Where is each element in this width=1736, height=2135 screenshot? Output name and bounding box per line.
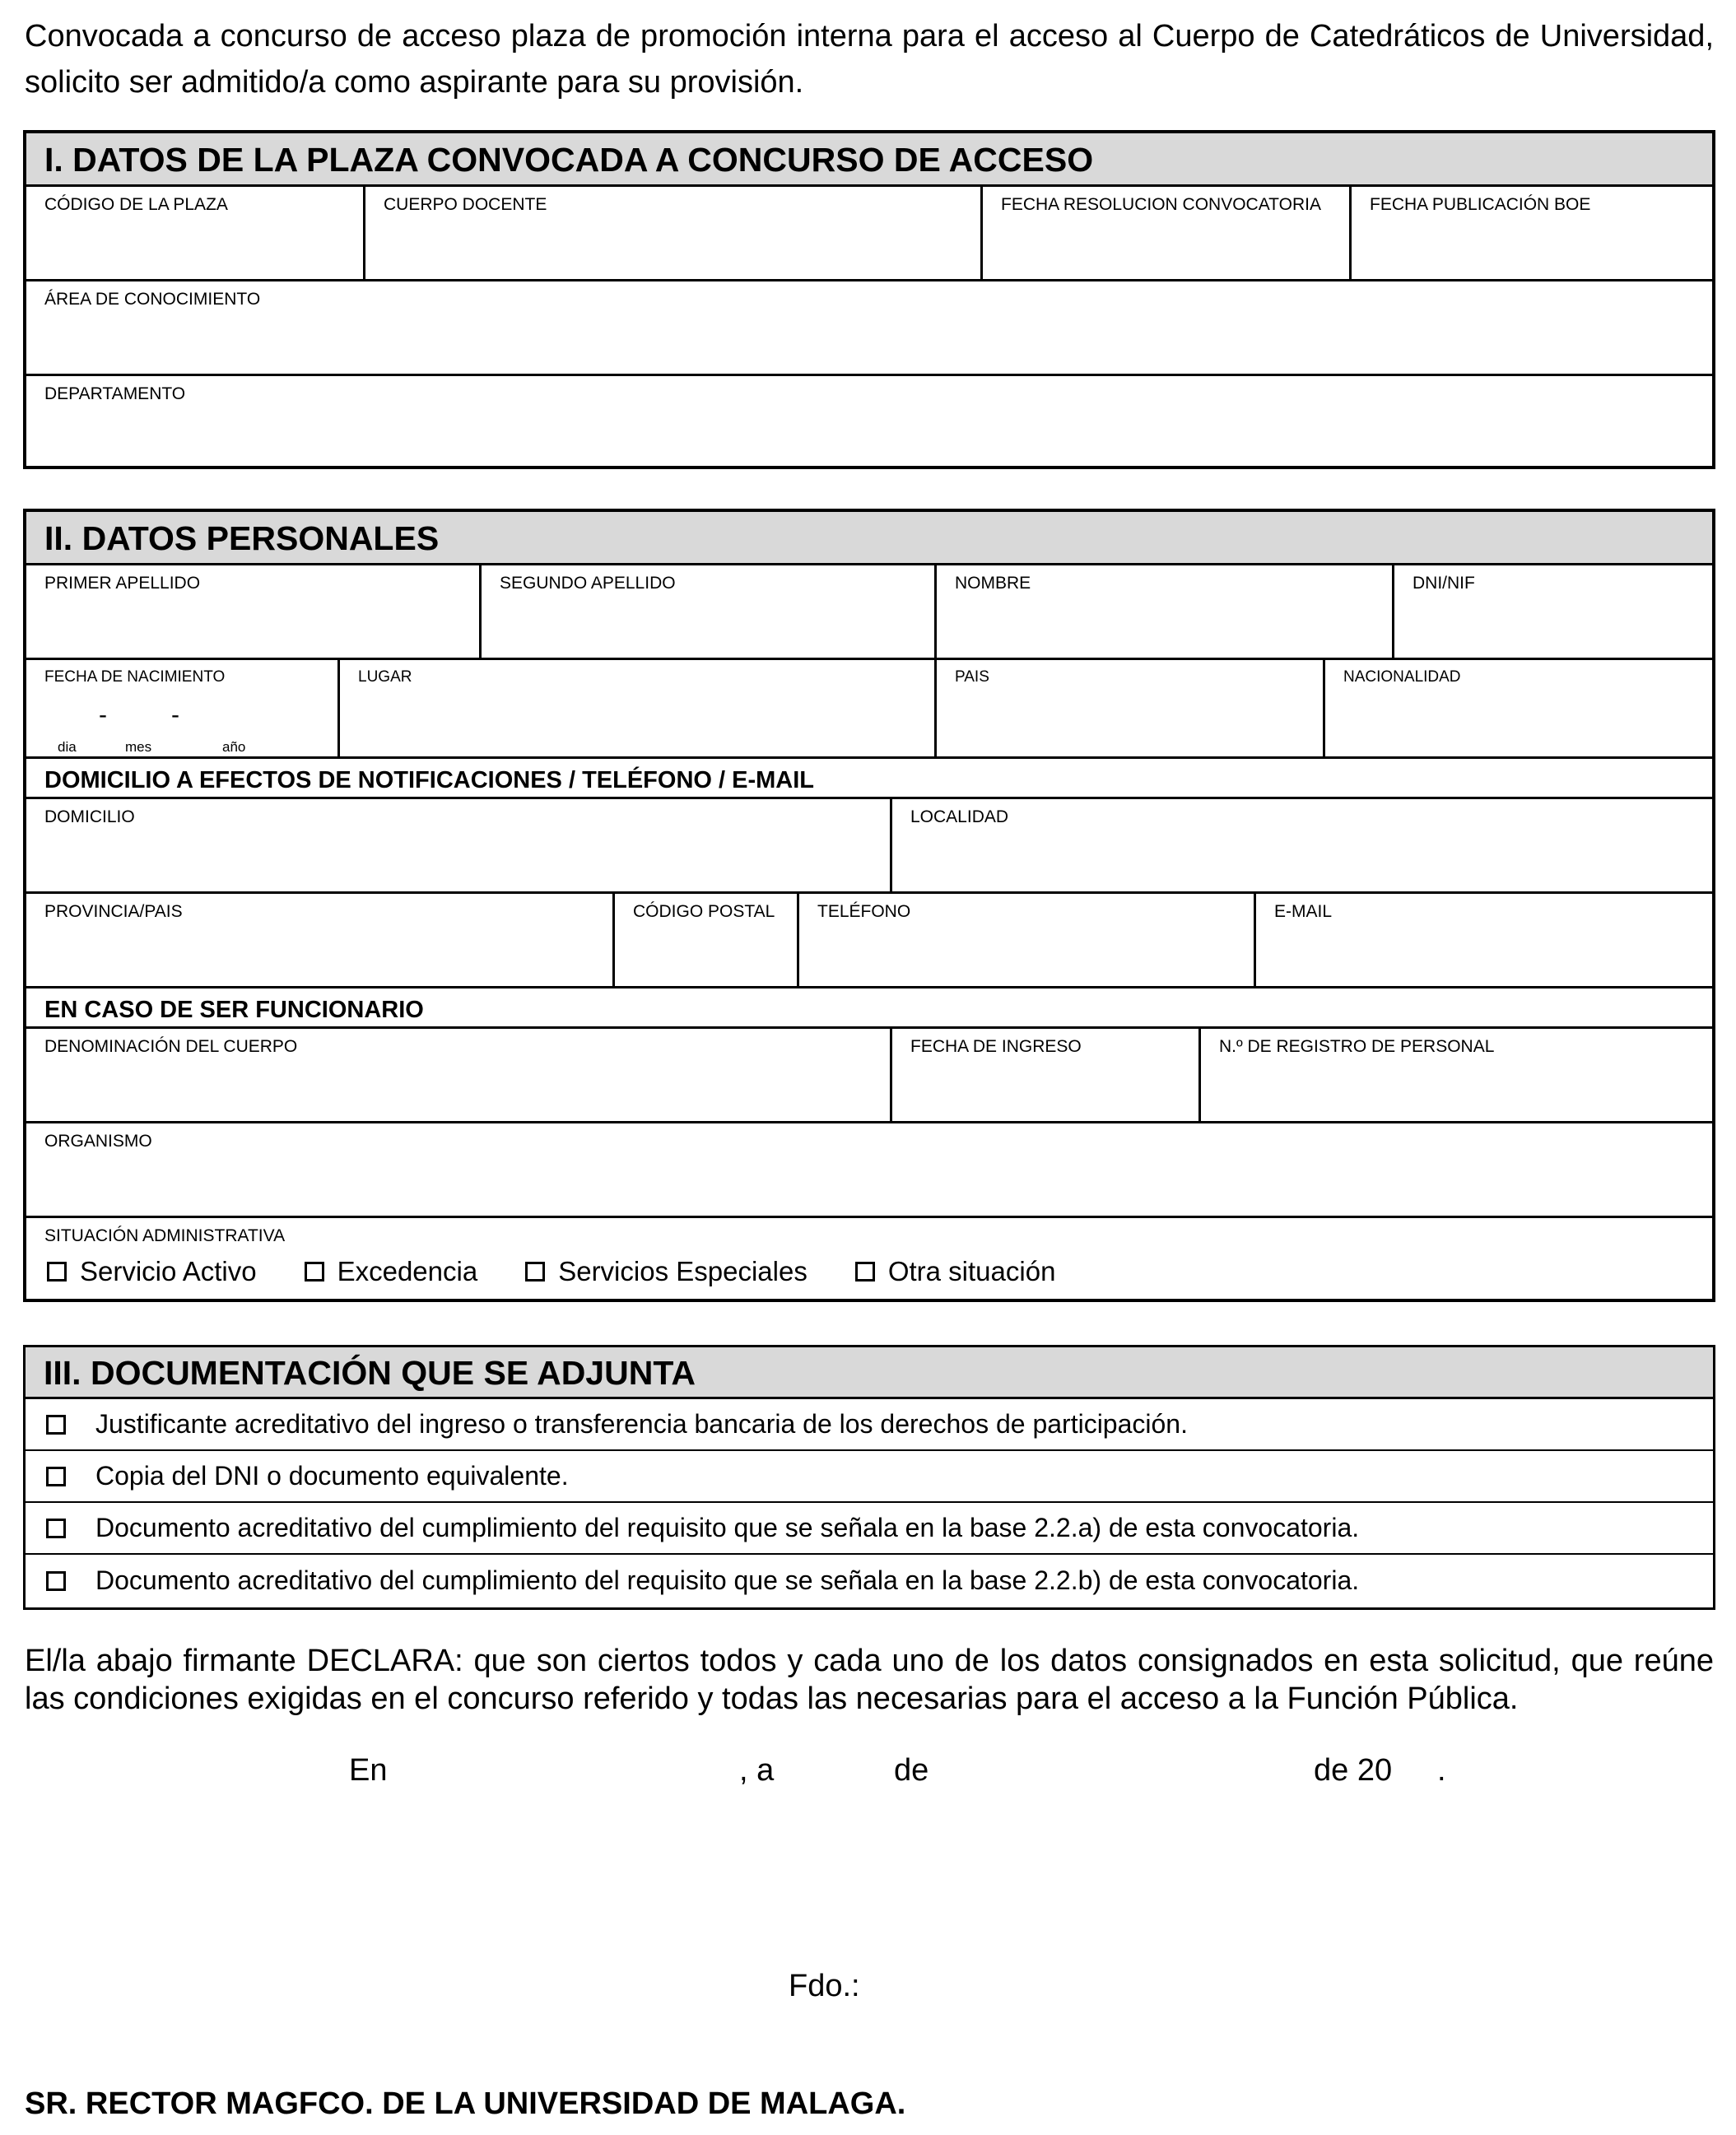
date-de-label: de	[894, 1753, 929, 1788]
servicio-activo-label: Servicio Activo	[80, 1256, 257, 1286]
fecha-ingreso-label: FECHA DE INGRESO	[910, 1037, 1082, 1056]
excedencia-label: Excedencia	[337, 1256, 478, 1286]
doc-dni-label: Copia del DNI o documento equivalente.	[95, 1461, 569, 1491]
domicilio-label: DOMICILIO	[44, 807, 135, 826]
dni-label: DNI/NIF	[1413, 574, 1475, 593]
cuerpo-docente-label: CUERPO DOCENTE	[384, 195, 547, 214]
primer-apellido-label: PRIMER APELLIDO	[44, 574, 201, 593]
fecha-ingreso-field[interactable]	[892, 1029, 1201, 1121]
situacion-administrativa-field	[26, 1218, 1712, 1305]
mes-label: mes	[125, 739, 152, 755]
dni-field[interactable]	[1394, 565, 1712, 658]
option-servicio-activo[interactable]	[47, 1256, 257, 1287]
place-a-label: , a	[739, 1753, 775, 1788]
doc-justificante-label: Justificante acreditativo del ingreso o transferencia bancaria de los derechos de participación.	[95, 1409, 1188, 1439]
departamento-field[interactable]	[26, 376, 1712, 468]
section-datos-personales-title: II. DATOS PERSONALES	[26, 512, 1712, 565]
section-plaza-title: I. DATOS DE LA PLAZA CONVOCADA A CONCURSO DE ACCESO	[26, 133, 1712, 187]
primer-apellido-field[interactable]	[26, 565, 482, 658]
declaration-paragraph: El/la abajo firmante DECLARA: que son ciertos todos y cada uno de los datos consignados en esta solicitud, que reúne las condiciones exigidas en el concurso referido y todas las necesarias para el acceso a la Función Pública.	[25, 1644, 1714, 1716]
option-excedencia[interactable]	[305, 1256, 478, 1287]
cuerpo-docente-field[interactable]	[365, 187, 983, 279]
dia-label: dia	[58, 739, 77, 755]
addressee-footer: SR. RECTOR MAGFCO. DE LA UNIVERSIDAD DE MALAGA.	[25, 2086, 906, 2121]
organismo-field[interactable]	[26, 1123, 1712, 1216]
doc-requisito-a-label: Documento acreditativo del cumplimiento del requisito que se señala en la base 2.2.a) de esta convocatoria.	[95, 1513, 1360, 1542]
lugar-field[interactable]	[340, 660, 937, 756]
email-label: E-MAIL	[1274, 902, 1333, 921]
servicio-activo-checkbox[interactable]	[47, 1262, 67, 1281]
section-datos-personales	[23, 509, 1715, 1302]
doc-dni-checkbox[interactable]	[46, 1467, 66, 1486]
doc-requisito-b-label: Documento acreditativo del cumplimiento del requisito que se señala en la base 2.2.b) de esta convocatoria.	[95, 1565, 1360, 1595]
nacionalidad-field[interactable]	[1325, 660, 1712, 756]
registro-personal-field[interactable]	[1201, 1029, 1712, 1121]
anio-label: año	[222, 739, 246, 755]
option-servicios-especiales[interactable]	[525, 1256, 807, 1287]
localidad-field[interactable]	[892, 799, 1712, 891]
fecha-resolucion-field[interactable]	[983, 187, 1352, 279]
intro-paragraph: Convocada a concurso de acceso plaza de promoción interna para el acceso al Cuerpo de Catedráticos de Universidad, solicito ser admitido/a como aspirante para su provisión.	[25, 19, 1714, 100]
situacion-label: SITUACIÓN ADMINISTRATIVA	[44, 1226, 286, 1245]
servicios-especiales-label: Servicios Especiales	[558, 1256, 807, 1286]
section-plaza	[23, 130, 1715, 469]
otra-situacion-label: Otra situación	[887, 1256, 1056, 1286]
section-documentacion-title: III. DOCUMENTACIÓN QUE SE ADJUNTA	[26, 1347, 1713, 1399]
doc-justificante-checkbox[interactable]	[46, 1415, 66, 1435]
area-conocimiento-field[interactable]	[26, 281, 1712, 374]
registro-personal-label: N.º DE REGISTRO DE PERSONAL	[1219, 1037, 1495, 1056]
segundo-apellido-label: SEGUNDO APELLIDO	[500, 574, 676, 593]
organismo-label: ORGANISMO	[44, 1132, 152, 1151]
domicilio-subheading: DOMICILIO A EFECTOS DE NOTIFICACIONES / TELÉFONO / E-MAIL	[26, 759, 1712, 799]
nacionalidad-label: NACIONALIDAD	[1343, 668, 1461, 686]
fecha-resolucion-label: FECHA RESOLUCION CONVOCATORIA	[1001, 195, 1321, 214]
servicios-especiales-checkbox[interactable]	[525, 1262, 545, 1281]
provincia-label: PROVINCIA/PAIS	[44, 902, 183, 921]
date-dot: .	[1437, 1753, 1446, 1788]
telefono-field[interactable]	[799, 894, 1256, 986]
signature-fdo-label: Fdo.:	[789, 1969, 860, 2003]
fecha-nacimiento-field[interactable]	[26, 660, 340, 756]
area-conocimiento-label: ÁREA DE CONOCIMIENTO	[44, 290, 261, 309]
doc-item-requisito-b[interactable]	[26, 1555, 1713, 1607]
date-de20-label: de 20	[1314, 1753, 1393, 1788]
departamento-label: DEPARTAMENTO	[44, 384, 186, 403]
telefono-label: TELÉFONO	[817, 902, 911, 921]
date-separator-2: -	[171, 701, 179, 728]
denominacion-field[interactable]	[26, 1029, 892, 1121]
pais-label: PAIS	[955, 668, 989, 686]
lugar-label: LUGAR	[358, 668, 412, 686]
email-field[interactable]	[1256, 894, 1712, 986]
nombre-label: NOMBRE	[955, 574, 1031, 593]
fecha-nacimiento-label: FECHA DE NACIMIENTO	[44, 668, 226, 686]
doc-item-requisito-a[interactable]	[26, 1503, 1713, 1555]
otra-situacion-checkbox[interactable]	[855, 1262, 875, 1281]
pais-field[interactable]	[937, 660, 1325, 756]
localidad-label: LOCALIDAD	[910, 807, 1009, 826]
domicilio-field[interactable]	[26, 799, 892, 891]
codigo-postal-field[interactable]	[615, 894, 799, 986]
denominacion-label: DENOMINACIÓN DEL CUERPO	[44, 1037, 298, 1056]
excedencia-checkbox[interactable]	[305, 1262, 324, 1281]
codigo-postal-label: CÓDIGO POSTAL	[633, 902, 775, 921]
doc-requisito-b-checkbox[interactable]	[46, 1571, 66, 1591]
doc-item-dni[interactable]	[26, 1451, 1713, 1503]
place-en-label: En	[349, 1753, 388, 1788]
provincia-field[interactable]	[26, 894, 615, 986]
fecha-boe-field[interactable]	[1352, 187, 1712, 279]
section-documentacion	[23, 1345, 1715, 1610]
doc-requisito-a-checkbox[interactable]	[46, 1519, 66, 1538]
funcionario-subheading: EN CASO DE SER FUNCIONARIO	[26, 988, 1712, 1029]
nombre-field[interactable]	[937, 565, 1394, 658]
date-separator-1: -	[99, 701, 107, 728]
fecha-boe-label: FECHA PUBLICACIÓN BOE	[1370, 195, 1591, 214]
segundo-apellido-field[interactable]	[482, 565, 937, 658]
codigo-plaza-field[interactable]	[26, 187, 365, 279]
option-otra-situacion[interactable]	[855, 1256, 1056, 1287]
codigo-plaza-label: CÓDIGO DE LA PLAZA	[44, 195, 228, 214]
doc-item-justificante[interactable]	[26, 1399, 1713, 1451]
